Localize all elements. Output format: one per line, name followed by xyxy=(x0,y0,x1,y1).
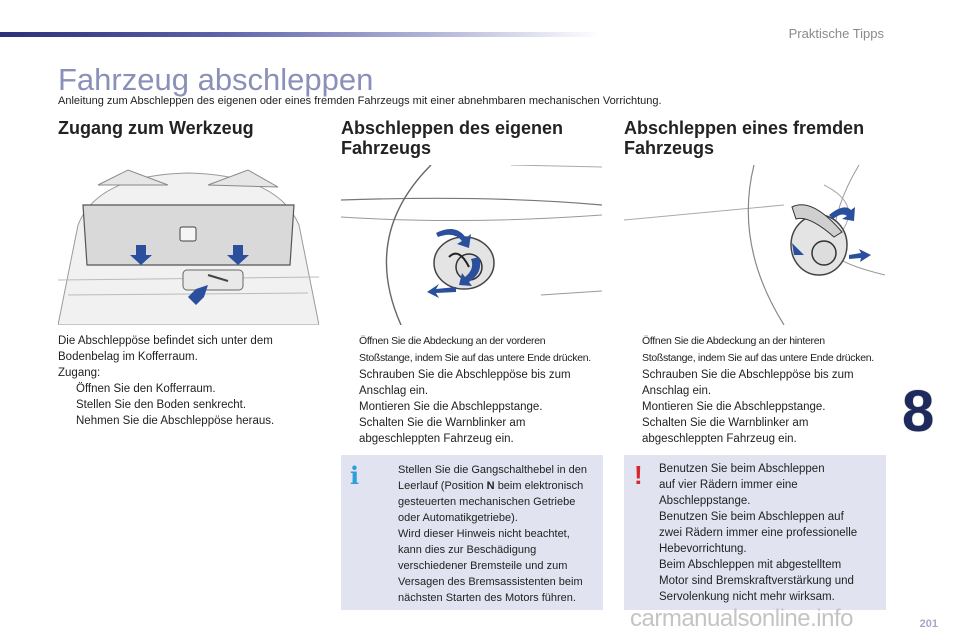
header-bar xyxy=(0,32,600,37)
col3-small-text xyxy=(642,333,874,367)
info-line-3: gesteuerten mechanischen Getriebe xyxy=(398,496,576,508)
heading-eigenes-line2: Fahrzeugs xyxy=(341,138,432,158)
col1-item-1: Öffnen Sie den Kofferraum. xyxy=(76,383,216,395)
watermark: carmanualsonline.info xyxy=(630,605,853,632)
info-bullet xyxy=(380,462,600,606)
info-line-6: kann dies zur Beschädigung xyxy=(398,544,537,556)
list-item xyxy=(624,333,886,367)
col3-item-3b: abgeschleppten Fahrzeug ein. xyxy=(642,433,797,445)
front-bumper-illustration xyxy=(341,165,602,325)
bullet-icon xyxy=(58,397,76,413)
col2-small1: Öffnen Sie die Abdeckung an der vorderen xyxy=(359,335,546,347)
warn-line-7: Beim Abschleppen mit abgestelltem xyxy=(659,559,842,571)
info-line-9: nächsten Starten des Motors führen. xyxy=(398,592,576,604)
heading-eigenes xyxy=(341,118,563,158)
warning-text xyxy=(659,461,883,605)
col1-intro3: Zugang: xyxy=(58,367,101,379)
bullet-icon xyxy=(341,333,359,367)
bullet-icon xyxy=(58,413,76,429)
info-icon: i xyxy=(350,461,360,490)
col3-item-1 xyxy=(642,367,854,399)
warn-line-8: Motor sind Bremskraftverstärkung und xyxy=(659,575,854,587)
warn-line-6: Hebevorrichtung. xyxy=(659,543,747,555)
page-title: Fahrzeug abschleppen xyxy=(58,62,374,97)
rear-bumper-illustration xyxy=(624,165,885,325)
bullet-icon xyxy=(341,399,359,415)
info-line-4: oder Automatikgetriebe). xyxy=(398,512,518,524)
warn-line-3: Abschleppstange. xyxy=(659,495,751,507)
info-line-1: Stellen Sie die Gangschalthebel in den xyxy=(398,464,587,476)
info-pos-bold: N xyxy=(486,480,495,492)
info-line-5: Wird dieser Hinweis nicht beachtet, xyxy=(398,528,570,540)
info-text xyxy=(380,462,600,606)
heading-fremdes-line2: Fahrzeugs xyxy=(624,138,715,158)
col2-item-1b: Anschlag ein. xyxy=(359,385,429,397)
page-subtitle: Anleitung zum Abschleppen des eigenen oder eines fremden Fahrzeugs mit einer abnehmbaren mechanischen Vorrichtung. xyxy=(58,95,662,107)
list-item xyxy=(341,367,603,399)
col1-intro1: Die Abschleppöse befindet sich unter dem xyxy=(58,335,273,347)
bullet-icon xyxy=(624,415,642,447)
col3-item-1b: Anschlag ein. xyxy=(642,385,712,397)
trunk-illustration xyxy=(58,165,319,325)
list-item xyxy=(624,367,886,399)
list-item xyxy=(58,397,318,413)
col1-text xyxy=(58,333,318,429)
list-item xyxy=(624,415,886,447)
heading-zugang: Zugang zum Werkzeug xyxy=(58,118,254,138)
warn-line-9: Servolenkung nicht mehr wirksam. xyxy=(659,591,835,603)
bullet-icon xyxy=(624,399,642,415)
warn-line-5: zwei Rädern immer eine professionelle xyxy=(659,527,858,539)
col3-item-1a: Schrauben Sie die Abschleppöse bis zum xyxy=(642,369,854,381)
bullet-icon xyxy=(380,462,398,606)
col3-small2: Stoßstange, indem Sie auf das untere Ende drücken. xyxy=(642,352,874,364)
col3-item-2: Montieren Sie die Abschleppstange. xyxy=(642,401,826,413)
col2-item-3a: Schalten Sie die Warnblinker am xyxy=(359,417,526,429)
list-item xyxy=(341,399,603,415)
col1-intro2: Bodenbelag im Kofferraum. xyxy=(58,351,198,363)
col2-text xyxy=(341,333,603,447)
list-item xyxy=(341,415,603,447)
col3-text xyxy=(624,333,886,447)
info-pos-prefix: Leerlauf (Position xyxy=(398,480,484,492)
col3-item-3 xyxy=(642,415,808,447)
col2-item-3 xyxy=(359,415,525,447)
bullet-icon xyxy=(624,333,642,367)
warn-line-1: Benutzen Sie beim Abschleppen xyxy=(659,463,825,475)
list-item xyxy=(341,333,603,367)
list-item xyxy=(624,399,886,415)
col2-item-3b: abgeschleppten Fahrzeug ein. xyxy=(359,433,514,445)
bullet-icon xyxy=(341,415,359,447)
info-line-7: verschiedener Bremsteile und zum xyxy=(398,560,568,572)
bullet-icon xyxy=(341,367,359,399)
heading-fremdes-line1: Abschleppen eines fremden xyxy=(624,118,865,138)
bullet-icon xyxy=(58,381,76,397)
section-label: Praktische Tipps xyxy=(788,26,884,41)
heading-eigenes-line1: Abschleppen des eigenen xyxy=(341,118,564,138)
list-item xyxy=(58,413,318,429)
col2-item-1 xyxy=(359,367,571,399)
heading-fremdes xyxy=(624,118,864,158)
warning-icon: ! xyxy=(634,460,643,490)
bullet-icon xyxy=(624,367,642,399)
col1-item-3: Nehmen Sie die Abschleppöse heraus. xyxy=(76,415,275,427)
warn-line-4: Benutzen Sie beim Abschleppen auf xyxy=(659,511,844,523)
info-pos-suffix: beim elektronisch xyxy=(497,480,584,492)
col2-small-text xyxy=(359,333,591,367)
page-number: 201 xyxy=(919,618,938,630)
col3-item-3a: Schalten Sie die Warnblinker am xyxy=(642,417,809,429)
col2-item-1a: Schrauben Sie die Abschleppöse bis zum xyxy=(359,369,571,381)
info-line-8: Versagen des Bremsassistenten beim xyxy=(398,576,583,588)
col2-item-2: Montieren Sie die Abschleppstange. xyxy=(359,401,543,413)
col2-small2: Stoßstange, indem Sie auf das untere Ende drücken. xyxy=(359,352,591,364)
chapter-number: 8 xyxy=(902,379,935,444)
info-line-2 xyxy=(398,478,587,494)
info-body xyxy=(398,462,587,606)
col3-small1: Öffnen Sie die Abdeckung an der hinteren xyxy=(642,335,825,347)
warn-line-2: auf vier Rädern immer eine xyxy=(659,479,798,491)
col1-item-2: Stellen Sie den Boden senkrecht. xyxy=(76,399,247,411)
list-item xyxy=(58,381,318,397)
